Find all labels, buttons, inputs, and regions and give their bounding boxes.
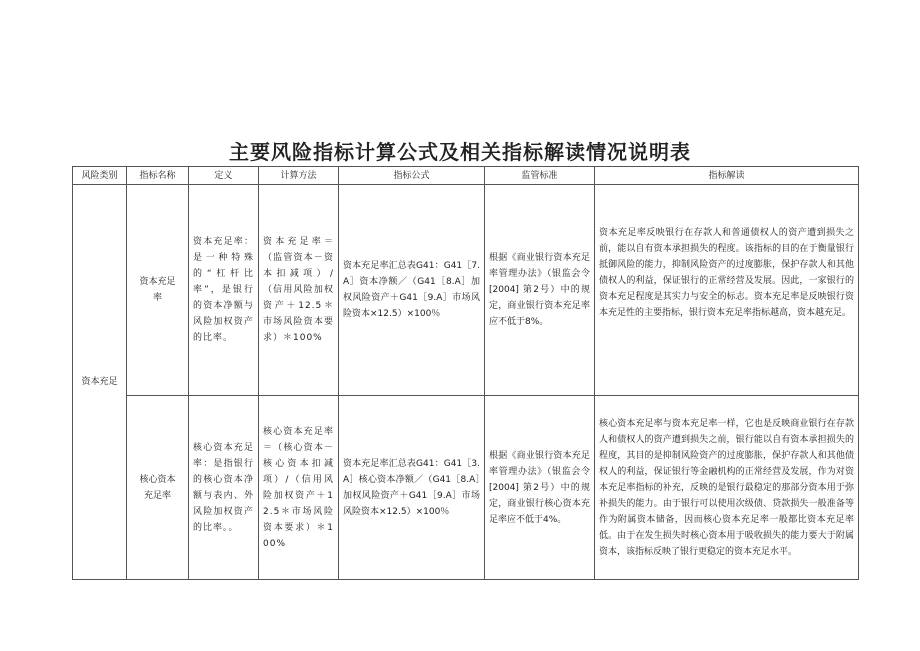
table-row — [73, 396, 859, 580]
header-category: 风险类别 — [73, 167, 127, 185]
definition-cell: 资本充足率：是一种特殊的“杠杆比率”，是银行的资本净额与风险加权资产的比率。 — [189, 185, 259, 396]
formula-cell: 资本充足率汇总表G41：G41［7.A］资本净额／（G41［8.A］加权风险资产＋G41［9.A］市场风险资本×12.5）×100％ — [339, 185, 485, 396]
interpretation-cell: 资本充足率反映银行在存款人和普通债权人的资产遭到损失之前，能以自有资本承担损失的程度。该指标的目的在于衡量银行抵御风险的能力，抑制风险资产的过度膨胀，保护存款人和其他债权人的利益，保证银行的正常经营及发展。因此，一家银行的资本充足程度是其实力与安全的标志。资本充足率是反映银行资本充足性的主要指标，银行资本充足率指标越高，资本越充足。 — [595, 185, 859, 396]
category-cell: 资本充足 — [73, 185, 127, 580]
standard-cell: 根据《商业银行资本充足率管理办法》（银监会令[2004] 第2号）中的规定，商业银行核心资本充足率应不低于4%。 — [485, 396, 595, 580]
header-definition: 定义 — [189, 167, 259, 185]
method-cell: 资本充足率＝（监管资本－资本扣减项）/（信用风险加权资产＋12.5＊市场风险资本要求）＊100% — [259, 185, 339, 396]
indicator-name-cell: 资本充足率 — [127, 185, 189, 396]
definition-cell: 核心资本充足率：是指银行的核心资本净额与表内、外风险加权资产的比率。。 — [189, 396, 259, 580]
standard-cell: 根据《商业银行资本充足率管理办法》（银监会令[2004] 第2号）中的规定，商业银行资本充足率应不低于8%。 — [485, 185, 595, 396]
interpretation-cell: 核心资本充足率与资本充足率一样，它也是反映商业银行在存款人和债权人的资产遭到损失之前，银行能以自有资本承担损失的程度，其目的是抑制风险资产的过度膨胀，保护存款人和其他债权人的利益，保证银行等金融机构的正常经营及发展，作为对资本充足率指标的补充，反映的是银行最稳定的那部分资本用于弥补损失的能力。由于银行可以使用次级债、贷款损失一般准备等作为附属资本储备，因而核心资本充足率一般都比资本充足率低。由于在发生损失时核心资本用于吸收损失的能力要大于附属资本，该指标反映了银行更稳定的资本充足水平。 — [595, 396, 859, 580]
indicator-name-cell: 核心资本充足率 — [127, 396, 189, 580]
table-row — [73, 185, 859, 396]
indicator-table — [72, 166, 859, 580]
header-name: 指标名称 — [127, 167, 189, 185]
header-method: 计算方法 — [259, 167, 339, 185]
document-title: 主要风险指标计算公式及相关指标解读情况说明表 — [229, 140, 691, 164]
method-cell: 核心资本充足率＝（核心资本－核心资本扣减项）/（信用风险加权资产＋12.5＊市场风险资本要求）＊100% — [259, 396, 339, 580]
table-header-row — [73, 167, 859, 185]
formula-cell: 资本充足率汇总表G41：G41［3.A］核心资本净额／（G41［8.A］加权风险资产＋G41［9.A］市场风险资本×12.5）×100％ — [339, 396, 485, 580]
header-formula: 指标公式 — [339, 167, 485, 185]
header-standard: 监管标准 — [485, 167, 595, 185]
header-interpretation: 指标解读 — [595, 167, 859, 185]
